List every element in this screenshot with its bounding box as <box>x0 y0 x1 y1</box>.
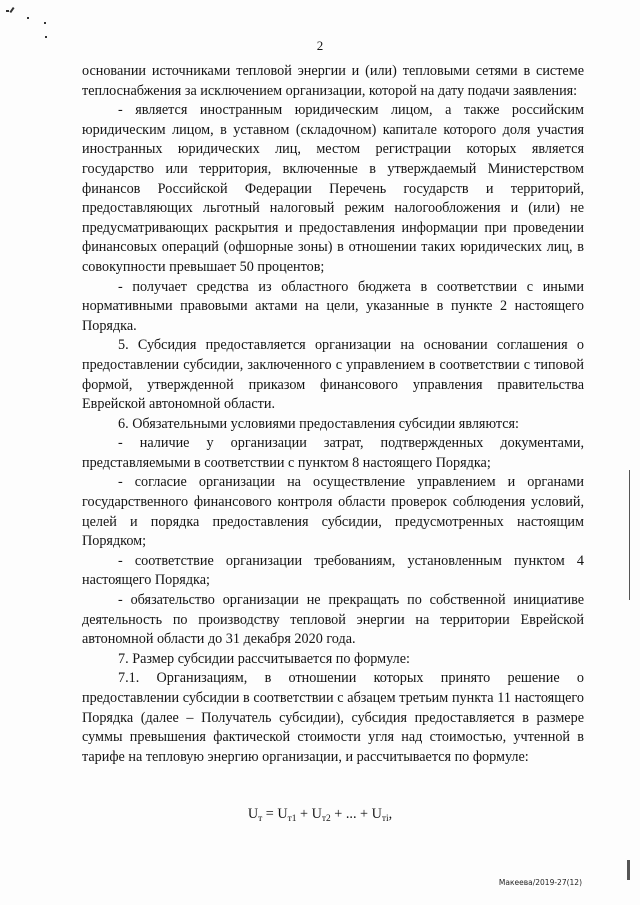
formula-term-2: U <box>311 806 322 822</box>
subsidy-formula <box>0 806 640 824</box>
paragraph: - является иностранным юридическим лицом, а также российским юридическим лицом, в уставном (складочном) капитале которого доля участия иностранных юридических лиц, местом регистрации которых является государство или территория, включенные в утверждаемый Министерством финансов Российской Федерации Перечень государств и территорий, предоставляющих льготный налоговый режим налогообложения и (или) не предусматривающих раскрытия и предоставления информации при проведении финансовых операций (офшорные зоны) в отношении таких юридических лиц, в совокупности превышает 50 процентов; <box>82 102 584 275</box>
author-footer-mark: Макеева/2019-27(12) <box>498 878 582 887</box>
paragraph: 7. Размер субсидии рассчитывается по формуле: <box>118 650 410 667</box>
formula-term-2-sub: т2 <box>321 814 331 824</box>
document-body <box>82 62 584 767</box>
formula-end: , <box>388 806 393 822</box>
formula-lhs: U <box>247 806 259 822</box>
scan-speck <box>27 17 29 19</box>
formula-lhs-sub: т <box>258 814 263 824</box>
paragraph: - наличие у организации затрат, подтвержденных документами, представляемыми в соответствии с пунктом 8 настоящего Порядка; <box>82 435 584 471</box>
paragraph: основании источниками тепловой энергии и (или) тепловыми сетями в системе теплоснабжения за исключением организации, которой на дату подачи заявления: <box>82 63 584 99</box>
paragraph: - согласие организации на осуществление управлением и органами государственного финансового контроля области проверок соблюдения условий, целей и порядка предоставления субсидии, предусмотренных настоящим Порядком; <box>82 474 584 550</box>
paragraph: 6. Обязательными условиями предоставления субсидии являются: <box>118 415 519 432</box>
formula-eq: = <box>262 806 278 822</box>
paragraph: 5. Субсидия предоставляется организации на основании соглашения о предоставлении субсидии, заключенного с управлением в соответствии с типовой формой, утвержденной приказом финансового управления правительства Еврейской автономной области. <box>82 337 584 413</box>
paragraph: - обязательство организации не прекращать по собственной инициативе деятельность по производству тепловой энергии на территории Еврейской автономной области до 31 декабря 2020 года. <box>82 592 584 648</box>
scan-edge-line <box>629 470 630 600</box>
paragraph: 7.1. Организациям, в отношении которых принято решение о предоставлении субсидии в соответствии с абзацем третьим пункта 11 настоящего Порядка (далее – Получатель субсидии), субсидия предоставляется в размере суммы превышения фактической стоимости угля над стоимостью, учтенной в тарифе на тепловую энергию организации, и рассчитывается по формуле: <box>82 670 584 765</box>
paragraph: - соответствие организации требованиям, установленным пунктом 4 настоящего Порядка; <box>82 552 584 589</box>
formula-term-1: U <box>277 806 288 822</box>
page-number: 2 <box>316 38 324 53</box>
scan-speck <box>9 7 14 13</box>
paragraph: - получает средства из областного бюджета в соответствии с иными нормативными правовыми актами на цели, указанные в пункте 2 настоящего Порядка. <box>82 278 584 334</box>
formula-term-i: U <box>371 806 382 822</box>
scan-speck <box>44 22 46 24</box>
formula-plus: + <box>296 806 312 822</box>
formula-plus-ellipsis: + ... + <box>330 806 372 822</box>
scan-edge-line <box>627 860 630 880</box>
formula-term-i-sub: тi <box>381 814 389 824</box>
formula-term-1-sub: т1 <box>287 814 297 824</box>
